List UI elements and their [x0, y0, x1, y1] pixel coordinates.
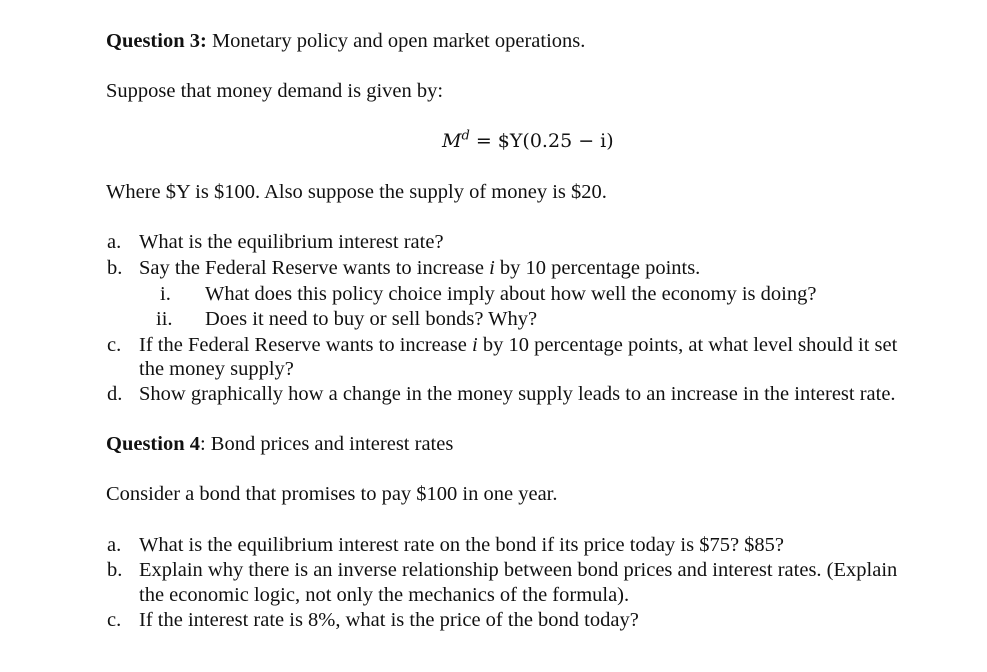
q3-item-d-marker: d.: [107, 383, 123, 405]
q3-item-c-marker: c.: [107, 334, 122, 356]
question-3-heading: [106, 29, 585, 54]
q3-subitem-i-text: What does this policy choice imply about how well the economy is doing?: [205, 283, 817, 305]
q3-item-c-text: [139, 333, 897, 358]
equation-lhs: M: [442, 130, 462, 152]
q4-item-b-text: Explain why there is an inverse relationship between bond prices and interest rates. (Explain: [139, 559, 898, 581]
question-4-heading: [106, 432, 453, 457]
question-3-label: Question 3:: [106, 30, 207, 52]
question-4-intro: Consider a bond that promises to pay $100 in one year.: [106, 483, 558, 505]
question-4-label: Question 4: [106, 433, 200, 455]
q3-item-d-text: Show graphically how a change in the money supply leads to an increase in the interest rate.: [139, 383, 896, 405]
q4-item-b-text-continued: the economic logic, not only the mechanics of the formula).: [139, 584, 630, 606]
question-3-title: Monetary policy and open market operations.: [211, 30, 586, 52]
q3-item-a-marker: a.: [107, 231, 122, 253]
question-3-intro: Suppose that money demand is given by:: [106, 80, 444, 102]
q3-item-c-text-before: If the Federal Reserve wants to increase: [139, 334, 472, 356]
money-demand-equation: [442, 129, 614, 154]
q3-item-c-text-continued: the money supply?: [139, 358, 294, 380]
q3-subitem-ii-marker: ii.: [156, 308, 173, 330]
question-4-title: : Bond prices and interest rates: [199, 433, 454, 455]
q4-item-c-marker: c.: [107, 609, 122, 631]
q3-item-c-var: i: [472, 334, 478, 356]
q4-item-b-marker: b.: [107, 559, 123, 581]
q3-item-a-text: What is the equilibrium interest rate?: [139, 231, 444, 253]
q3-subitem-ii-text: Does it need to buy or sell bonds? Why?: [205, 308, 538, 330]
q3-item-b-marker: b.: [107, 257, 123, 279]
q4-item-a-text: What is the equilibrium interest rate on the bond if its price today is $75? $85?: [139, 534, 785, 556]
equation-rhs: = $Y(0.25 − i): [475, 130, 614, 152]
q3-item-b-text-after: by 10 percentage points.: [494, 257, 701, 279]
q3-item-b-text: [139, 256, 700, 281]
question-3-given: Where $Y is $100. Also suppose the supply of money is $20.: [106, 181, 607, 203]
q3-subitem-i-marker: i.: [160, 283, 171, 305]
q4-item-a-marker: a.: [107, 534, 122, 556]
q3-item-c-text-after: by 10 percentage points, at what level should it set: [477, 334, 898, 356]
equation-superscript: d: [461, 128, 470, 144]
q3-item-b-var: i: [489, 257, 495, 279]
q4-item-c-text: If the interest rate is 8%, what is the price of the bond today?: [139, 609, 639, 631]
q3-item-b-text-before: Say the Federal Reserve wants to increase: [139, 257, 490, 279]
